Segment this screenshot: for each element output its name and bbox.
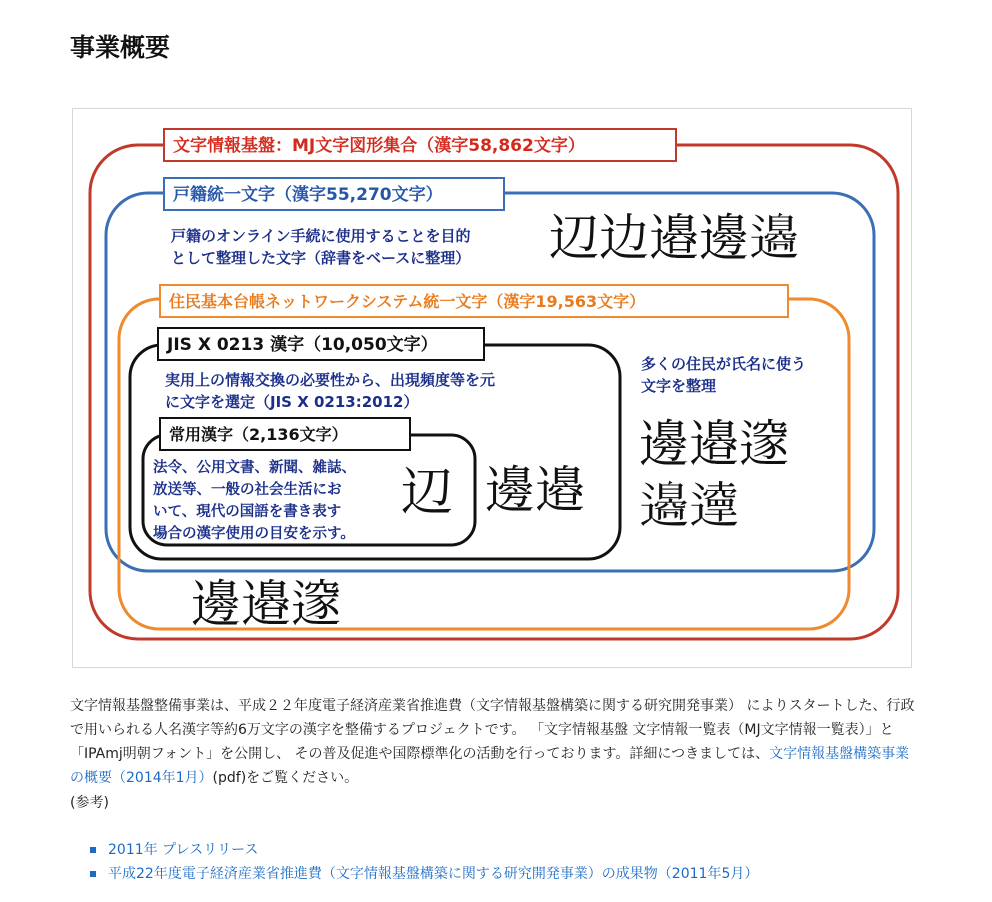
list-item [90,862,758,886]
koseki-description-line: として整理した文字（辞書をベースに整理） [171,249,471,267]
juki-description-line: 文字を整理 [641,377,717,395]
juki-label: 住民基本台帳ネットワークシステム統一文字（漢字19,563文字） [159,284,789,318]
joyo-description-line: 場合の漢字使用の目安を示す。 [153,526,355,542]
koseki-variant-kanji: 辺边邉邊𨘢 [549,209,799,267]
jis-label: JIS X 0213 漢字（10,050文字） [157,327,485,361]
list-item [90,838,758,862]
jis-description [165,369,495,413]
project-description-suffix: (pdf)をご覧ください。 [212,770,359,786]
reference-heading: (参考) [70,795,109,811]
project-description [70,694,916,790]
jis-description-line: 実用上の情報交換の必要性から、出現頻度等を元 [165,371,496,389]
juki-variant-kanji-bottom: 邊邉𨗉 [191,575,341,633]
joyo-description [153,457,356,545]
joyo-description-line: いて、現代の国語を書き表す [153,504,342,520]
koseki-label: 戸籍統一文字（漢字55,270文字） [163,177,505,211]
koseki-description [171,225,471,269]
bullet-icon [90,847,96,853]
jis-variant-kanji: 邊邉 [485,461,585,519]
reference-link-list [90,838,758,886]
bullet-icon [90,871,96,877]
joyo-kanji: 辺 [401,463,454,523]
overview-pdf-link[interactable]: 文字情報基盤構築事業の概要（2014年1月） [70,746,910,786]
juki-variant-kanji-row1: 邊邉𨗉 [639,415,789,473]
joyo-label: 常用漢字（2,136文字） [159,417,411,451]
mj-character-diagram [72,108,912,668]
joyo-description-line: 放送等、一般の社会生活にお [153,482,342,498]
koseki-description-line: 戸籍のオンライン手続に使用することを目的 [171,227,471,245]
mj-label: 文字情報基盤：MJ文字図形集合（漢字58,862文字） [163,128,677,162]
joyo-description-line: 法令、公用文書、新聞、雑誌、 [153,460,356,476]
press-release-link[interactable]: 2011年 プレスリリース [108,842,259,858]
juki-description-line: 多くの住民が氏名に使う [641,355,807,373]
juki-variant-kanji-row2: 𨘢𨘞 [639,477,739,535]
deliverables-link[interactable]: 平成22年度電子経済産業省推進費（文字情報基盤構築に関する研究開発事業）の成果物（2011年5月） [108,866,759,882]
juki-description [641,353,806,397]
page-title: 事業概要 [70,33,171,62]
jis-description-line: に文字を選定（JIS X 0213:2012） [165,393,419,411]
project-description-text: 文字情報基盤整備事業は、平成２２年度電子経済産業省推進費（文字情報基盤構築に関する研究開発事業） によりスタートした、行政で用いられる人名漢字等約6万文字の漢字を整備するプロジェクトです。 「文字情報基盤 文字情報一覧表（MJ文字情報一覧表）」と「IPAmj明朝フォント」を公開し、 その普及促進や国際標準化の活動を行っております。詳細につきましては、 [70,698,915,762]
